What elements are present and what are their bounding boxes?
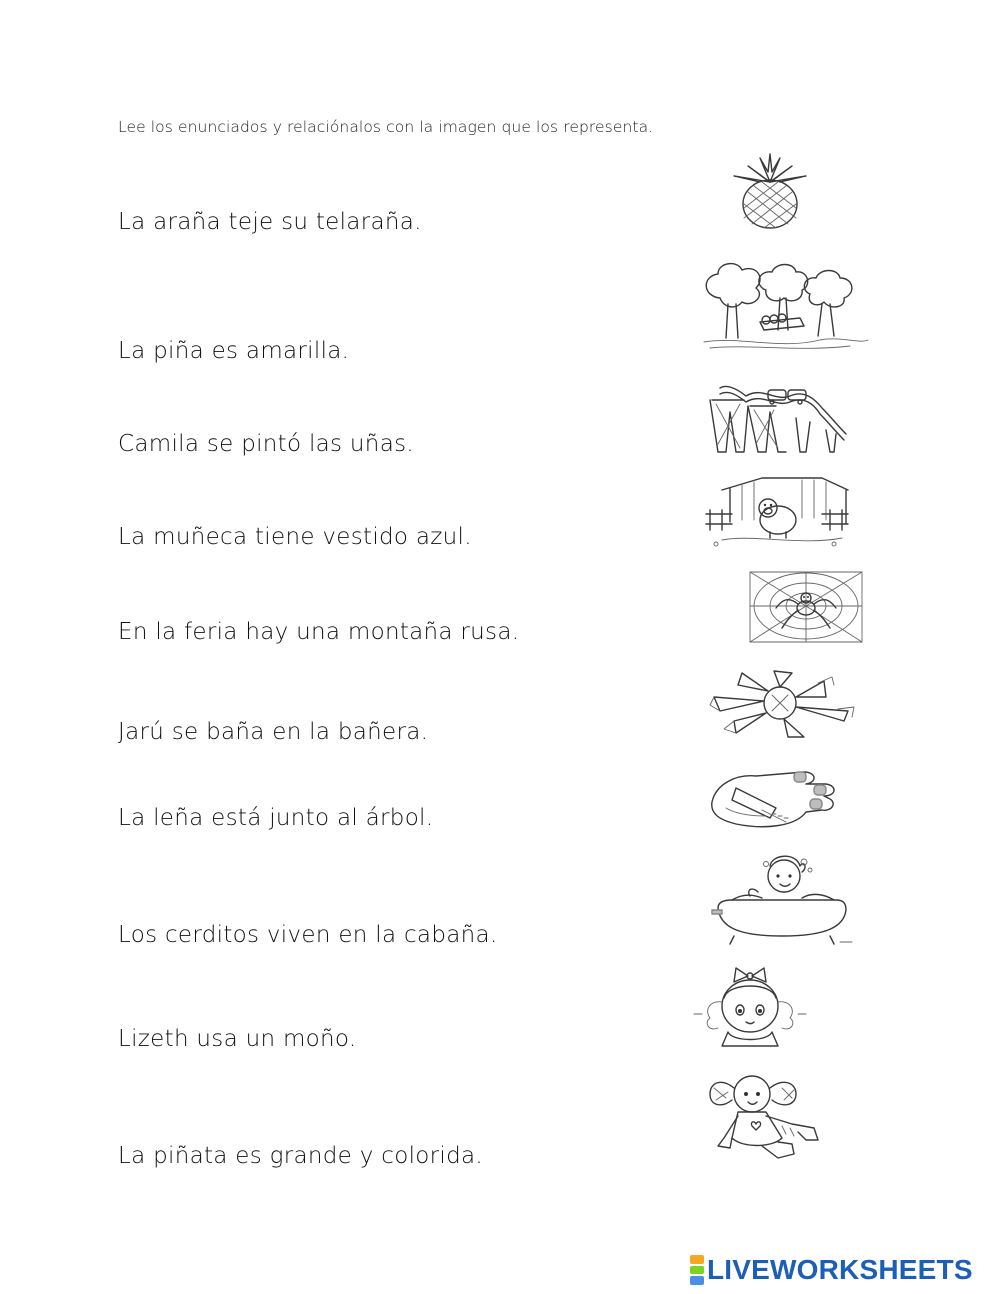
sentence-4[interactable]: La muñeca tiene vestido azul. [118,524,472,550]
sentence-3[interactable]: Camila se pintó las uñas. [118,431,414,457]
pineapple-image[interactable] [730,152,810,230]
painted-nails-image[interactable] [706,764,840,832]
spider-web-image[interactable] [748,570,864,644]
rag-doll-image[interactable] [702,1068,826,1164]
pinata-image[interactable] [708,667,858,739]
liveworksheets-logo[interactable] [690,1253,973,1287]
liveworksheets-brand-text: LIVEWORKSHEETS [707,1254,973,1285]
sentence-7[interactable]: La leña está junto al árbol. [118,805,434,831]
trees-and-firewood-image[interactable] [700,260,870,352]
sentence-6[interactable]: Jarú se baña en la bañera. [118,719,429,745]
pig-and-cabin-image[interactable] [702,474,854,550]
roller-coaster-image[interactable] [706,382,858,456]
sentence-1[interactable]: La araña teje su telaraña. [118,209,422,235]
liveworksheets-logo-icon [690,1255,704,1285]
sentence-8[interactable]: Los cerditos viven en la cabaña. [118,922,498,948]
instruction-text: Lee los enunciados y relaciónalos con la imagen que los representa. [118,118,654,136]
sentence-9[interactable]: Lizeth usa un moño. [118,1026,357,1052]
sentence-2[interactable]: La piña es amarilla. [118,338,350,364]
girl-with-bow-image[interactable] [692,966,808,1048]
sentence-5[interactable]: En la feria hay una montaña rusa. [118,619,520,645]
child-in-bathtub-image[interactable] [712,852,854,946]
sentence-10[interactable]: La piñata es grande y colorida. [118,1143,483,1169]
